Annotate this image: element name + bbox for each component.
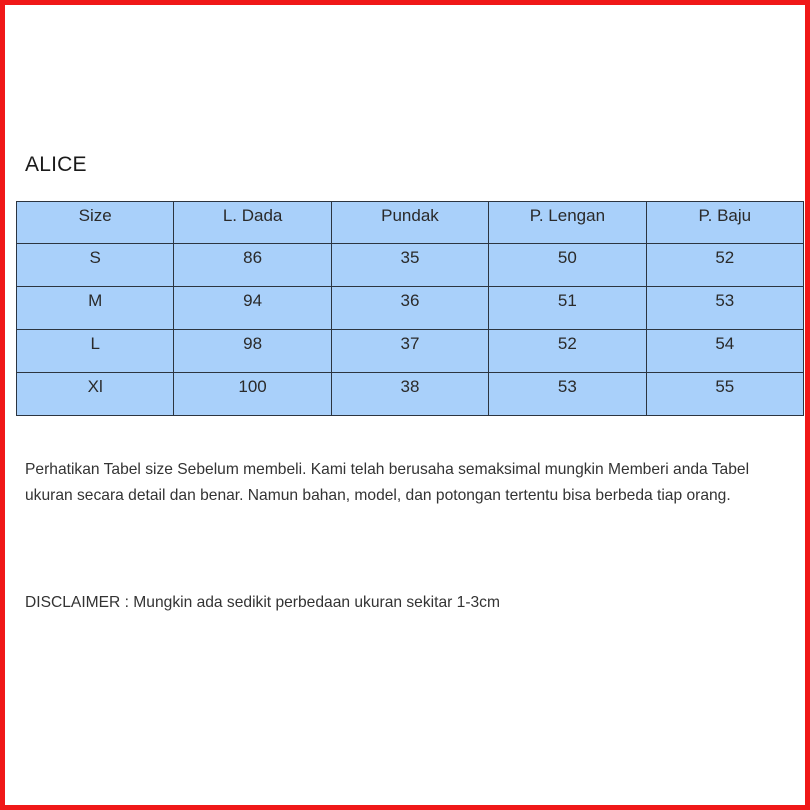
table-row — [17, 244, 804, 287]
table-row — [17, 330, 804, 373]
size-note-paragraph: Perhatikan Tabel size Sebelum membeli. Kami telah berusaha semaksimal mungkin Memberi anda Tabel ukuran secara detail dan benar. Namun bahan, model, dan potongan tertentu bisa berbeda tiap orang. — [25, 461, 750, 504]
table-cell: L — [17, 330, 174, 373]
table-cell: 53 — [489, 373, 646, 416]
header-sleeve-length: P. Lengan — [489, 202, 646, 244]
table-cell: 35 — [331, 244, 488, 287]
table-cell: Xl — [17, 373, 174, 416]
table-row — [17, 287, 804, 330]
table-cell: 86 — [174, 244, 331, 287]
header-body-length: P. Baju — [646, 202, 803, 244]
header-size: Size — [17, 202, 174, 244]
size-chart-table — [16, 201, 804, 416]
table-row — [17, 373, 804, 416]
table-cell: 37 — [331, 330, 488, 373]
table-cell: 50 — [489, 244, 646, 287]
table-cell: M — [17, 287, 174, 330]
table-cell: 51 — [489, 287, 646, 330]
table-header-row — [17, 202, 804, 244]
disclaimer-text: DISCLAIMER : Mungkin ada sedikit perbedaan ukuran sekitar 1-3cm — [25, 594, 500, 611]
table-cell: 52 — [646, 244, 803, 287]
table-cell: 98 — [174, 330, 331, 373]
table-cell: S — [17, 244, 174, 287]
table-cell: 54 — [646, 330, 803, 373]
table-cell: 52 — [489, 330, 646, 373]
header-chest-width: L. Dada — [174, 202, 331, 244]
table-cell: 100 — [174, 373, 331, 416]
table-cell: 36 — [331, 287, 488, 330]
table-cell: 38 — [331, 373, 488, 416]
table-cell: 94 — [174, 287, 331, 330]
table-cell: 55 — [646, 373, 803, 416]
table-cell: 53 — [646, 287, 803, 330]
product-title: ALICE — [25, 153, 87, 176]
header-shoulder: Pundak — [331, 202, 488, 244]
